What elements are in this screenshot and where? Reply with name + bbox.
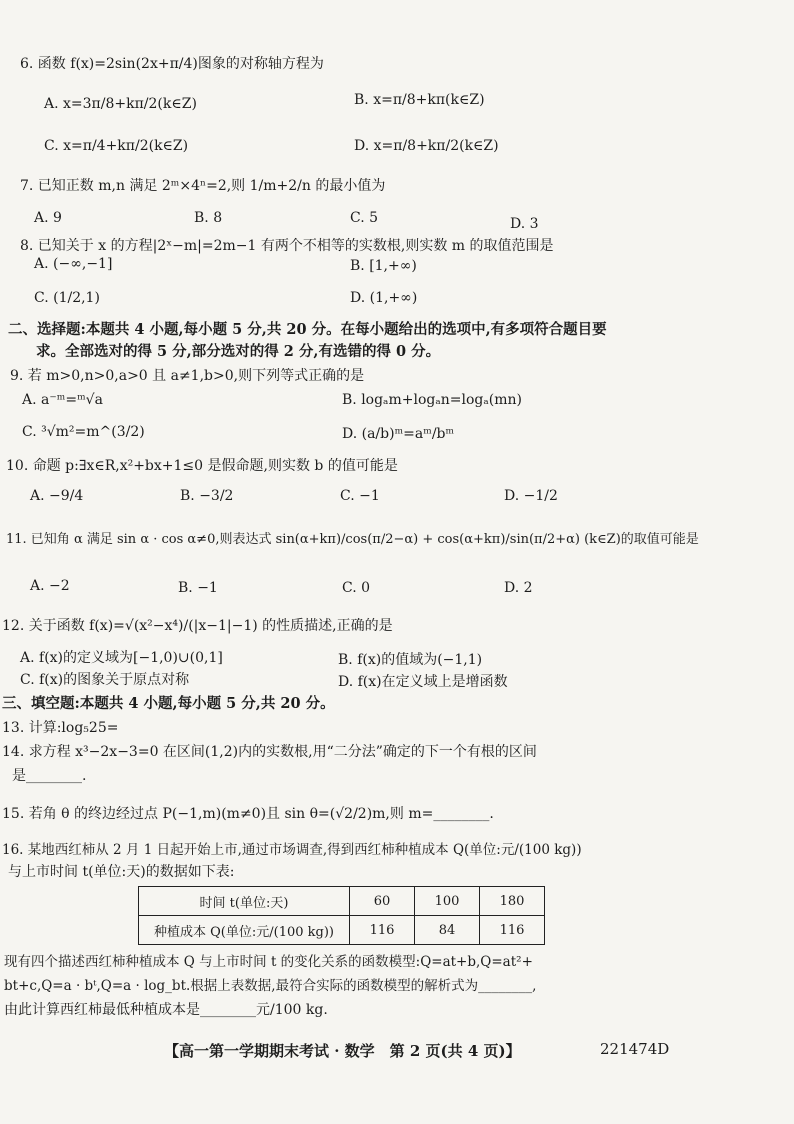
q12-option-b: B. f(x)的值域为(−1,1) — [338, 652, 483, 668]
table-cell: 116 — [480, 916, 545, 945]
table-cell: 84 — [415, 916, 480, 945]
table-cell: 时间 t(单位:天) — [139, 887, 350, 916]
exam-code: 221474D — [600, 1040, 670, 1058]
q6-stem: 6. 函数 f(x)=2sin(2x+π/4)图象的对称轴方程为 — [20, 56, 324, 72]
q9-option-d: D. (a/b)ᵐ=aᵐ/bᵐ — [342, 426, 455, 442]
q7-option-a: A. 9 — [34, 210, 62, 226]
section-two-header-line1: 二、选择题:本题共 4 小题,每小题 5 分,共 20 分。在每小题给出的选项中,有多项符合题目要 — [8, 321, 607, 338]
table-row — [139, 887, 545, 916]
q11-option-a: A. −2 — [30, 578, 70, 594]
table-row — [139, 916, 545, 945]
q12-option-c: C. f(x)的图象关于原点对称 — [20, 672, 190, 688]
section-three-header: 三、填空题:本题共 4 小题,每小题 5 分,共 20 分。 — [2, 695, 335, 712]
q13-text: 13. 计算:log₅25= — [2, 720, 119, 736]
page-footer: 【高一第一学期期末考试 · 数学 第 2 页(共 4 页)】 — [164, 1042, 521, 1060]
table-cell: 116 — [350, 916, 415, 945]
q10-option-c: C. −1 — [340, 488, 380, 504]
q8-option-d: D. (1,+∞) — [350, 290, 418, 306]
data-table — [138, 886, 545, 945]
q12-stem: 12. 关于函数 f(x)=√(x²−x⁴)/(|x−1|−1) 的性质描述,正确的是 — [2, 618, 393, 634]
q16-line2: 与上市时间 t(单位:天)的数据如下表: — [8, 864, 235, 880]
q8-option-a: A. (−∞,−1] — [34, 256, 113, 272]
q12-option-d: D. f(x)在定义域上是增函数 — [338, 674, 508, 690]
q10-option-d: D. −1/2 — [504, 488, 558, 504]
q12-option-a: A. f(x)的定义域为[−1,0)∪(0,1] — [20, 650, 223, 666]
q6-option-b: B. x=π/8+kπ(k∈Z) — [354, 92, 485, 108]
q6-option-c: C. x=π/4+kπ/2(k∈Z) — [44, 138, 189, 154]
table-cell: 100 — [415, 887, 480, 916]
q7-option-b: B. 8 — [194, 210, 223, 226]
q16-line4: bt+c,Q=a · bᵗ,Q=a · log_bt.根据上表数据,最符合实际的函数模型的解析式为________, — [4, 978, 537, 994]
q11-option-c: C. 0 — [342, 580, 371, 596]
q10-option-a: A. −9/4 — [30, 488, 84, 504]
q9-option-c: C. ³√m²=m^(3/2) — [22, 424, 145, 440]
q8-stem: 8. 已知关于 x 的方程|2ˣ−m|=2m−1 有两个不相等的实数根,则实数 m 的取值范围是 — [20, 238, 554, 254]
q8-option-b: B. [1,+∞) — [350, 258, 417, 274]
q10-option-b: B. −3/2 — [180, 488, 234, 504]
q16-line5: 由此计算西红柿最低种植成本是________元/100 kg. — [4, 1002, 328, 1018]
q9-option-a: A. a⁻ᵐ=ᵐ√a — [22, 392, 103, 408]
q10-stem: 10. 命题 p:∃x∈R,x²+bx+1≤0 是假命题,则实数 b 的值可能是 — [6, 458, 398, 474]
q6-option-a: A. x=3π/8+kπ/2(k∈Z) — [44, 96, 197, 112]
table-cell: 60 — [350, 887, 415, 916]
q7-option-c: C. 5 — [350, 210, 379, 226]
q14-line1: 14. 求方程 x³−2x−3=0 在区间(1,2)内的实数根,用“二分法”确定的下一个有根的区间 — [2, 744, 537, 760]
q7-stem: 7. 已知正数 m,n 满足 2ᵐ×4ⁿ=2,则 1/m+2/n 的最小值为 — [20, 178, 386, 194]
q11-option-d: D. 2 — [504, 580, 533, 596]
q16-line1: 16. 某地西红柿从 2 月 1 日起开始上市,通过市场调查,得到西红柿种植成本 Q(单位:元/(100 kg)) — [2, 842, 582, 858]
q11-stem: 11. 已知角 α 满足 sin α · cos α≠0,则表达式 sin(α+kπ)/cos(π/2−α) + cos(α+kπ)/sin(π/2+α) (k∈Z)的取值可能是 — [6, 532, 699, 547]
q7-option-d: D. 3 — [510, 216, 539, 232]
q16-line3: 现有四个描述西红柿种植成本 Q 与上市时间 t 的变化关系的函数模型:Q=at+b,Q=at²+ — [4, 954, 533, 970]
q9-option-b: B. logₐm+logₐn=logₐ(mn) — [342, 392, 522, 408]
table-cell: 种植成本 Q(单位:元/(100 kg)) — [139, 916, 350, 945]
q9-stem: 9. 若 m>0,n>0,a>0 且 a≠1,b>0,则下列等式正确的是 — [10, 368, 365, 384]
section-two-header-line2: 求。全部选对的得 5 分,部分选对的得 2 分,有选错的得 0 分。 — [36, 343, 441, 360]
q6-option-d: D. x=π/8+kπ/2(k∈Z) — [354, 138, 499, 154]
table-cell: 180 — [480, 887, 545, 916]
q8-option-c: C. (1/2,1) — [34, 290, 100, 306]
q11-option-b: B. −1 — [178, 580, 218, 596]
q14-line2: 是________. — [12, 768, 87, 784]
q15-text: 15. 若角 θ 的终边经过点 P(−1,m)(m≠0)且 sin θ=(√2/2)m,则 m=________. — [2, 806, 494, 822]
